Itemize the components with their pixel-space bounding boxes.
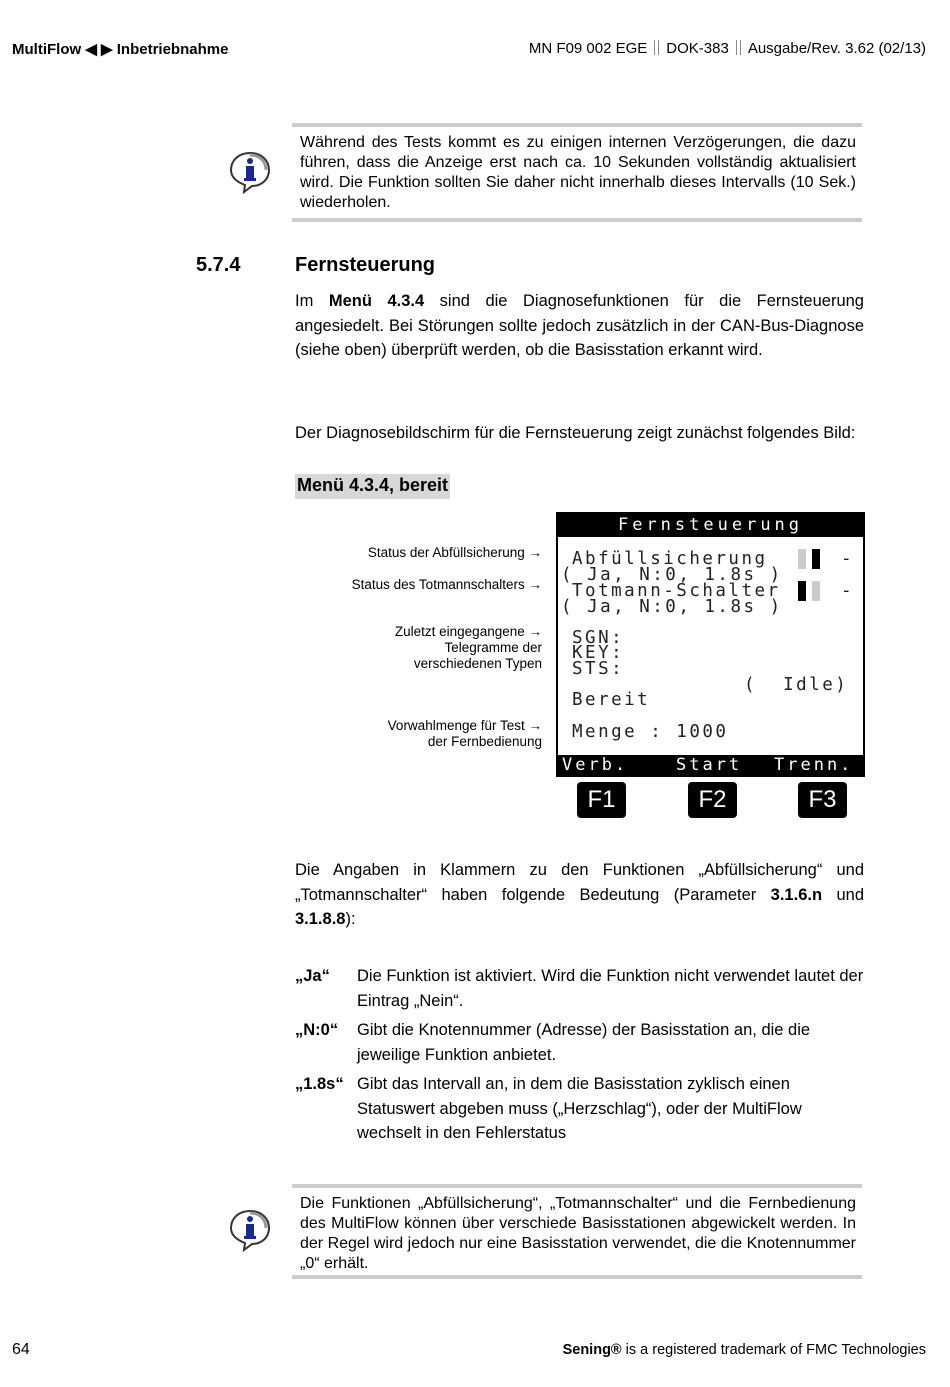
status-bar-dark [798,581,806,601]
annotation-fill-protection: Status der Abfüllsicherung → [367,545,542,560]
paragraph-1 [295,289,864,363]
lcd-line-deadman: Totmann-Schalter [572,581,781,601]
para3-text-3: ): [345,910,356,928]
brand-name: Sening® [562,1342,622,1358]
definition-text-node: Gibt die Knotennummer (Adresse) der Basisstation an, die die jeweilige Funktion anbietet. [357,1021,811,1064]
menu-label: Menü 4.3.4, bereit [295,474,450,499]
chapter-name: Inbetriebnahme [116,41,229,58]
f2-key: F2 [688,782,737,818]
parameter-ref-1: 3.1.6.n [770,885,823,904]
lcd-softkey-bar [558,755,863,775]
para3-text-1: Die Angaben in Klammern zu den Funktionen „Abfüllsicherung“ und „Totmannschalter“ haben folgende Bedeutung (Parameter [295,861,864,904]
lcd-line-fill-protection: Abfüllsicherung [572,549,768,569]
info-icon [228,150,272,194]
status-bar-light [798,549,806,569]
softkey-label-disconnect: Trenn. [774,755,854,775]
info-note-1: Während des Tests kommt es zu einigen internen Verzögerungen, die dazu führen, dass die Anzeige erst nach ca. 10 Sekunden vollständig aktualisiert wird. Die Funktion sollten Sie daher nicht innerhalb dieses Intervalls (10 Sek.) wiederholen. [292,123,862,222]
lcd-line-sgn: SGN: [572,628,625,648]
lcd-line-idle: ( Idle) [744,675,849,695]
nav-arrows: ◀ ▶ [85,41,117,58]
definition-text-ja: Die Funktion ist aktiviert. Wird die Funktion nicht verwendet lautet der Eintrag „Nein“. [357,967,864,1010]
para1-rest: sind die Diagnosefunktionen für die Fernsteuerung angesiedelt. Bei Störungen sollte jedoch zusätzlich in der CAN-Bus-Diagnose (siehe oben) überprüft werden, ob die Basisstation erkannt wird. [295,292,864,359]
definition-term-node: „N:0“ [295,1021,339,1039]
definition-term-ja: „Ja“ [295,967,330,985]
status-bar-light [812,581,820,601]
softkey-label-start: Start [676,755,743,775]
lcd-line-quantity: Menge : 1000 [572,722,729,742]
info-icon [228,1208,272,1252]
header-right [529,40,926,57]
footer-trademark [563,1342,926,1358]
paragraph-2: Der Diagnosebildschirm für die Fernsteuerung zeigt zunächst folgendes Bild: [295,424,856,442]
revision: Ausgabe/Rev. 3.62 (02/13) [747,40,926,57]
lcd-line-deadman-params: ( Ja, N:0, 1.8s ) [561,597,783,617]
annotation-telegrams-line1: Zuletzt eingegangene → [394,624,542,639]
info-note-2: Die Funktionen „Abfüllsicherung“, „Totmannschalter“ und die Fernbedienung des MultiFlow können über verschiede Basisstationen abgewickelt werden. In der Regel wird jedoch nur eine Basisstation verwendet, die die Knotennummer „0“ erhält. [292,1184,862,1279]
annotation-preset-quantity [388,718,542,750]
trademark-text: is a registered trademark of FMC Technologies [621,1342,926,1358]
status-bar-dark [812,549,820,569]
f1-key: F1 [577,782,626,818]
paragraph-3 [295,858,864,932]
section-title: Fernsteuerung [295,254,436,276]
lcd-line-key: KEY: [572,643,625,663]
annotation-preset-line1: Vorwahlmenge für Test → [387,718,542,733]
annotation-telegrams-line3: verschiedenen Typen [413,656,542,671]
lcd-line-fill-protection-params: ( Ja, N:0, 1.8s ) [561,565,783,585]
definition-term-interval: „1.8s“ [295,1075,344,1093]
menu-reference: Menü 4.3.4 [328,292,425,310]
lcd-line-fill-protection-state: - [841,549,855,569]
lcd-title: Fernsteuerung [558,514,863,537]
lcd-line-sts: STS: [572,659,625,679]
annotation-deadman-switch: Status des Totmannschalters → [351,577,542,592]
header-left [12,40,228,58]
separator [654,40,659,55]
lcd-line-status: Bereit [572,690,651,710]
annotation-telegrams-line2: Telegramme der [444,640,542,655]
parameter-ref-2: 3.1.8.8 [295,910,346,928]
section-number: 5.7.4 [196,254,241,276]
para1-prefix: Im [295,292,329,310]
product-name: MultiFlow [12,41,82,58]
lcd-display [556,512,865,777]
lcd-line-deadman-state: - [841,581,855,601]
page-number: 64 [12,1341,30,1358]
para3-text-2: und [822,885,864,904]
definition-text-interval: Gibt das Intervall an, in dem die Basisstation zyklisch einen Statuswert abgeben muss („Herzschlag“), oder der MultiFlow wechselt in den Fehlerstatus [357,1075,802,1142]
f3-key: F3 [798,782,847,818]
softkey-label-connect: Verb. [562,755,629,775]
annotation-preset-line2: der Fernbedienung [427,734,542,749]
separator [736,40,741,55]
doc-code: MN F09 002 EGE [528,40,648,57]
annotation-telegrams [395,624,542,672]
doc-number: DOK-383 [666,40,729,57]
